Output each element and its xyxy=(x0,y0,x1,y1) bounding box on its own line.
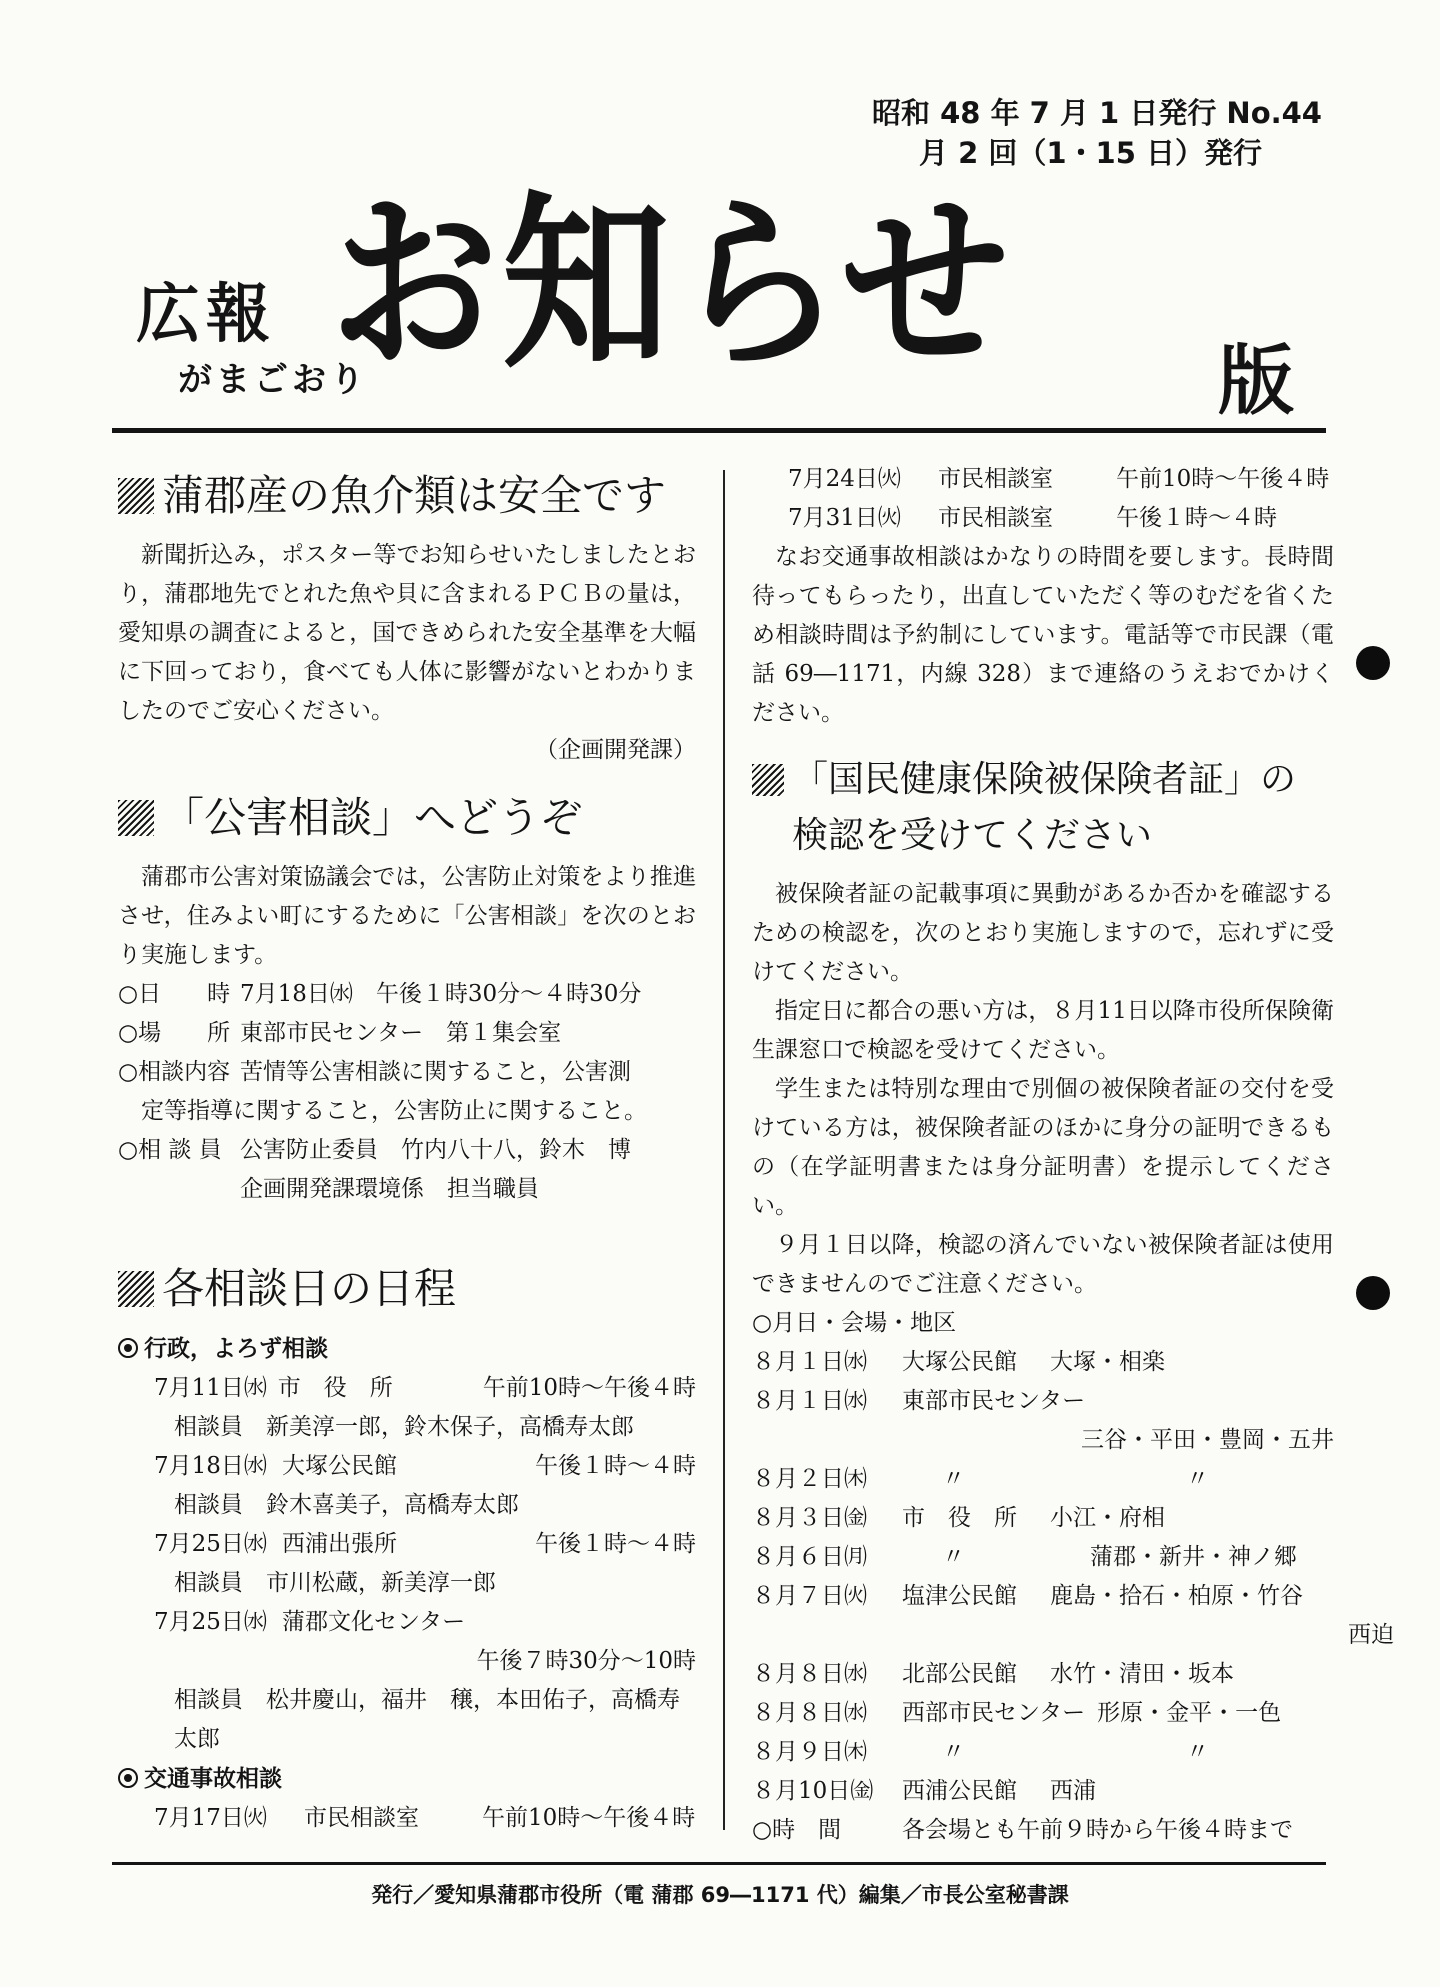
hoken-row: ８月１日㈬ 東部市民センター xyxy=(752,1388,1086,1414)
gyosei-row: 7月25日㈬ 西浦出張所 午後１時～４時 xyxy=(154,1531,696,1557)
gyosei-title: 行政，よろず相談 xyxy=(118,1329,696,1369)
hatch-icon xyxy=(752,764,784,796)
hoken-row: ８月10日㈮ 西浦公民館 西浦 xyxy=(752,1778,1096,1804)
hoken-heading-cont: 検認を受けてください xyxy=(792,815,1153,856)
gyosei-members: 相談員 市川松蔵，新美淳一郎 xyxy=(174,1570,496,1596)
circle-bullet-icon xyxy=(118,1338,138,1358)
kogai-staff: ○相 談 員 公害防止委員 竹内八十八，鈴木 博 xyxy=(118,1137,631,1163)
hoken-row: 西迫 xyxy=(1348,1622,1394,1648)
hoken-p2: 指定日に都合の悪い方は，８月11日以降市役所保険衛生課窓口で検認を受けてください。 xyxy=(752,998,1334,1063)
issue-date: 昭和 48 年 7 月 1 日発行 No.44 xyxy=(872,96,1322,130)
hoken-row: ８月３日㈮ 市 役 所 小江・府相 xyxy=(752,1505,1165,1531)
left-column xyxy=(118,468,696,1838)
punch-hole xyxy=(1356,1276,1390,1310)
kotsu-title: 交通事故相談 xyxy=(118,1759,696,1799)
kotsu-row: 7月17日㈫ 市民相談室 午前10時～午後４時 xyxy=(154,1805,696,1831)
hoken-row: ８月９日㈭ 〃 〃 xyxy=(752,1739,1209,1765)
hoken-row: ８月８日㈬ 西部市民センター 形原・金平・一色 xyxy=(752,1700,1282,1726)
kogai-place: ○場 所 東部市民センター 第１集会室 xyxy=(118,1020,562,1046)
hoken-row: ８月８日㈬ 北部公民館 水竹・清田・坂本 xyxy=(752,1661,1234,1687)
koho-label: 広報 xyxy=(136,278,276,352)
fish-body: 新聞折込み，ポスター等でお知らせいたしましたとおり，蒲郡地先でとれた魚や貝に含まれるＰＣＢの量は，愛知県の調査によると，国できめられた安全基準を大幅に下回っており，食べても人体に影響がないとわかりましたのでご安心ください。 xyxy=(118,542,696,724)
masthead-rule xyxy=(112,428,1326,433)
hoken-table xyxy=(752,1343,1394,1811)
hoken-time: ○時 間 各会場とも午前９時から午後４時まで xyxy=(752,1817,1293,1843)
kogai-content-cont: 定等指導に関すること，公害防止に関すること。 xyxy=(141,1098,647,1124)
city-name: がまごおり xyxy=(178,360,368,400)
hoken-row: ８月７日㈫ 塩津公民館 鹿島・拾石・柏原・竹谷 xyxy=(752,1583,1303,1609)
column-divider xyxy=(723,470,725,1830)
hoken-p3: 学生または特別な理由で別個の被保険者証の交付を受けている方は，被保険者証のほかに身分の証明できるもの（在学証明書または身分証明書）を提示してください。 xyxy=(752,1076,1334,1219)
edition-label: 版 xyxy=(1218,336,1294,425)
kogai-content: ○相談内容 苦情等公害相談に関すること，公害測 xyxy=(118,1059,631,1085)
hoken-district: 三谷・平田・豊岡・五井 xyxy=(1081,1427,1334,1453)
kotsu-row: 7月31日㈫ 市民相談室 午後１時～４時 xyxy=(788,505,1277,531)
gyosei-time: 午後７時30分～10時 xyxy=(476,1648,696,1674)
newsletter-title: お知らせ xyxy=(330,174,1013,395)
circle-bullet-icon xyxy=(118,1768,138,1788)
gyosei-row: 7月18日㈬ 大塚公民館 午後１時～４時 xyxy=(154,1453,696,1479)
hoken-heading: 「国民健康保険被保険者証」の xyxy=(752,755,1334,805)
hoken-p1: 被保険者証の記載事項に異動があるか否かを確認するための検認を，次のとおり実施しますので，忘れずに受けてください。 xyxy=(752,881,1334,985)
kotsu-note: なお交通事故相談はかなりの時間を要します。長時間待ってもらったり，出直していただく等のむだを省くため相談時間は予約制にしています。電話等で市民課（電話 69―1171，内線 328）まで連絡のうえおでかけください。 xyxy=(752,544,1334,726)
gyosei-members: 相談員 鈴木喜美子，高橋寿太郎 xyxy=(174,1492,519,1518)
hoken-table-title: ○月日・会場・地区 xyxy=(752,1310,957,1336)
punch-hole xyxy=(1356,646,1390,680)
hoken-row: ８月２日㈭ 〃 〃 xyxy=(752,1466,1209,1492)
schedule-heading: 各相談日の日程 xyxy=(118,1261,696,1317)
fish-dept: （企画開発課） xyxy=(535,737,696,763)
hoken-row: ８月１日㈬ 大塚公民館 大塚・相楽 xyxy=(752,1349,1165,1375)
hoken-p4: ９月１日以降，検認の済んでいない被保険者証は使用できませんのでご注意ください。 xyxy=(752,1232,1334,1297)
kogai-date: ○日 時 7月18日㈬ 午後１時30分～４時30分 xyxy=(118,981,642,1007)
kogai-staff-cont: 企画開発課環境係 担当職員 xyxy=(240,1176,539,1202)
right-column xyxy=(752,460,1394,1850)
hatch-icon xyxy=(118,800,154,836)
footer-rule xyxy=(112,1862,1326,1865)
hoken-row: ８月６日㈪ 〃 蒲郡・新井・神ノ郷 xyxy=(752,1544,1297,1570)
gyosei-members: 相談員 松井慶山，福井 穣，本田佑子，高橋寿太郎 xyxy=(174,1687,680,1752)
publisher-footer: 発行／愛知県蒲郡市役所（電 蒲郡 69―1171 代）編集／市長公室秘書課 xyxy=(371,1883,1069,1907)
hatch-icon xyxy=(118,478,154,514)
gyosei-members: 相談員 新美淳一郎，鈴木保子，高橋寿太郎 xyxy=(174,1414,634,1440)
kotsu-row: 7月24日㈫ 市民相談室 午前10時～午後４時 xyxy=(788,466,1330,492)
issue-frequency: 月 2 回（1・15 日）発行 xyxy=(918,136,1262,170)
gyosei-row: 7月25日㈬ 蒲郡文化センター xyxy=(154,1609,466,1635)
hatch-icon xyxy=(118,1271,154,1307)
kogai-body: 蒲郡市公害対策協議会では，公害防止対策をより推進させ，住みよい町にするために「公害相談」を次のとおり実施します。 xyxy=(118,864,696,968)
kogai-heading: 「公害相談」へどうぞ xyxy=(118,790,696,846)
fish-heading: 蒲郡産の魚介類は安全です xyxy=(118,468,696,524)
gyosei-list xyxy=(118,1369,696,1759)
gyosei-row: 7月11日㈬ 市 役 所 午前10時～午後４時 xyxy=(154,1375,696,1401)
